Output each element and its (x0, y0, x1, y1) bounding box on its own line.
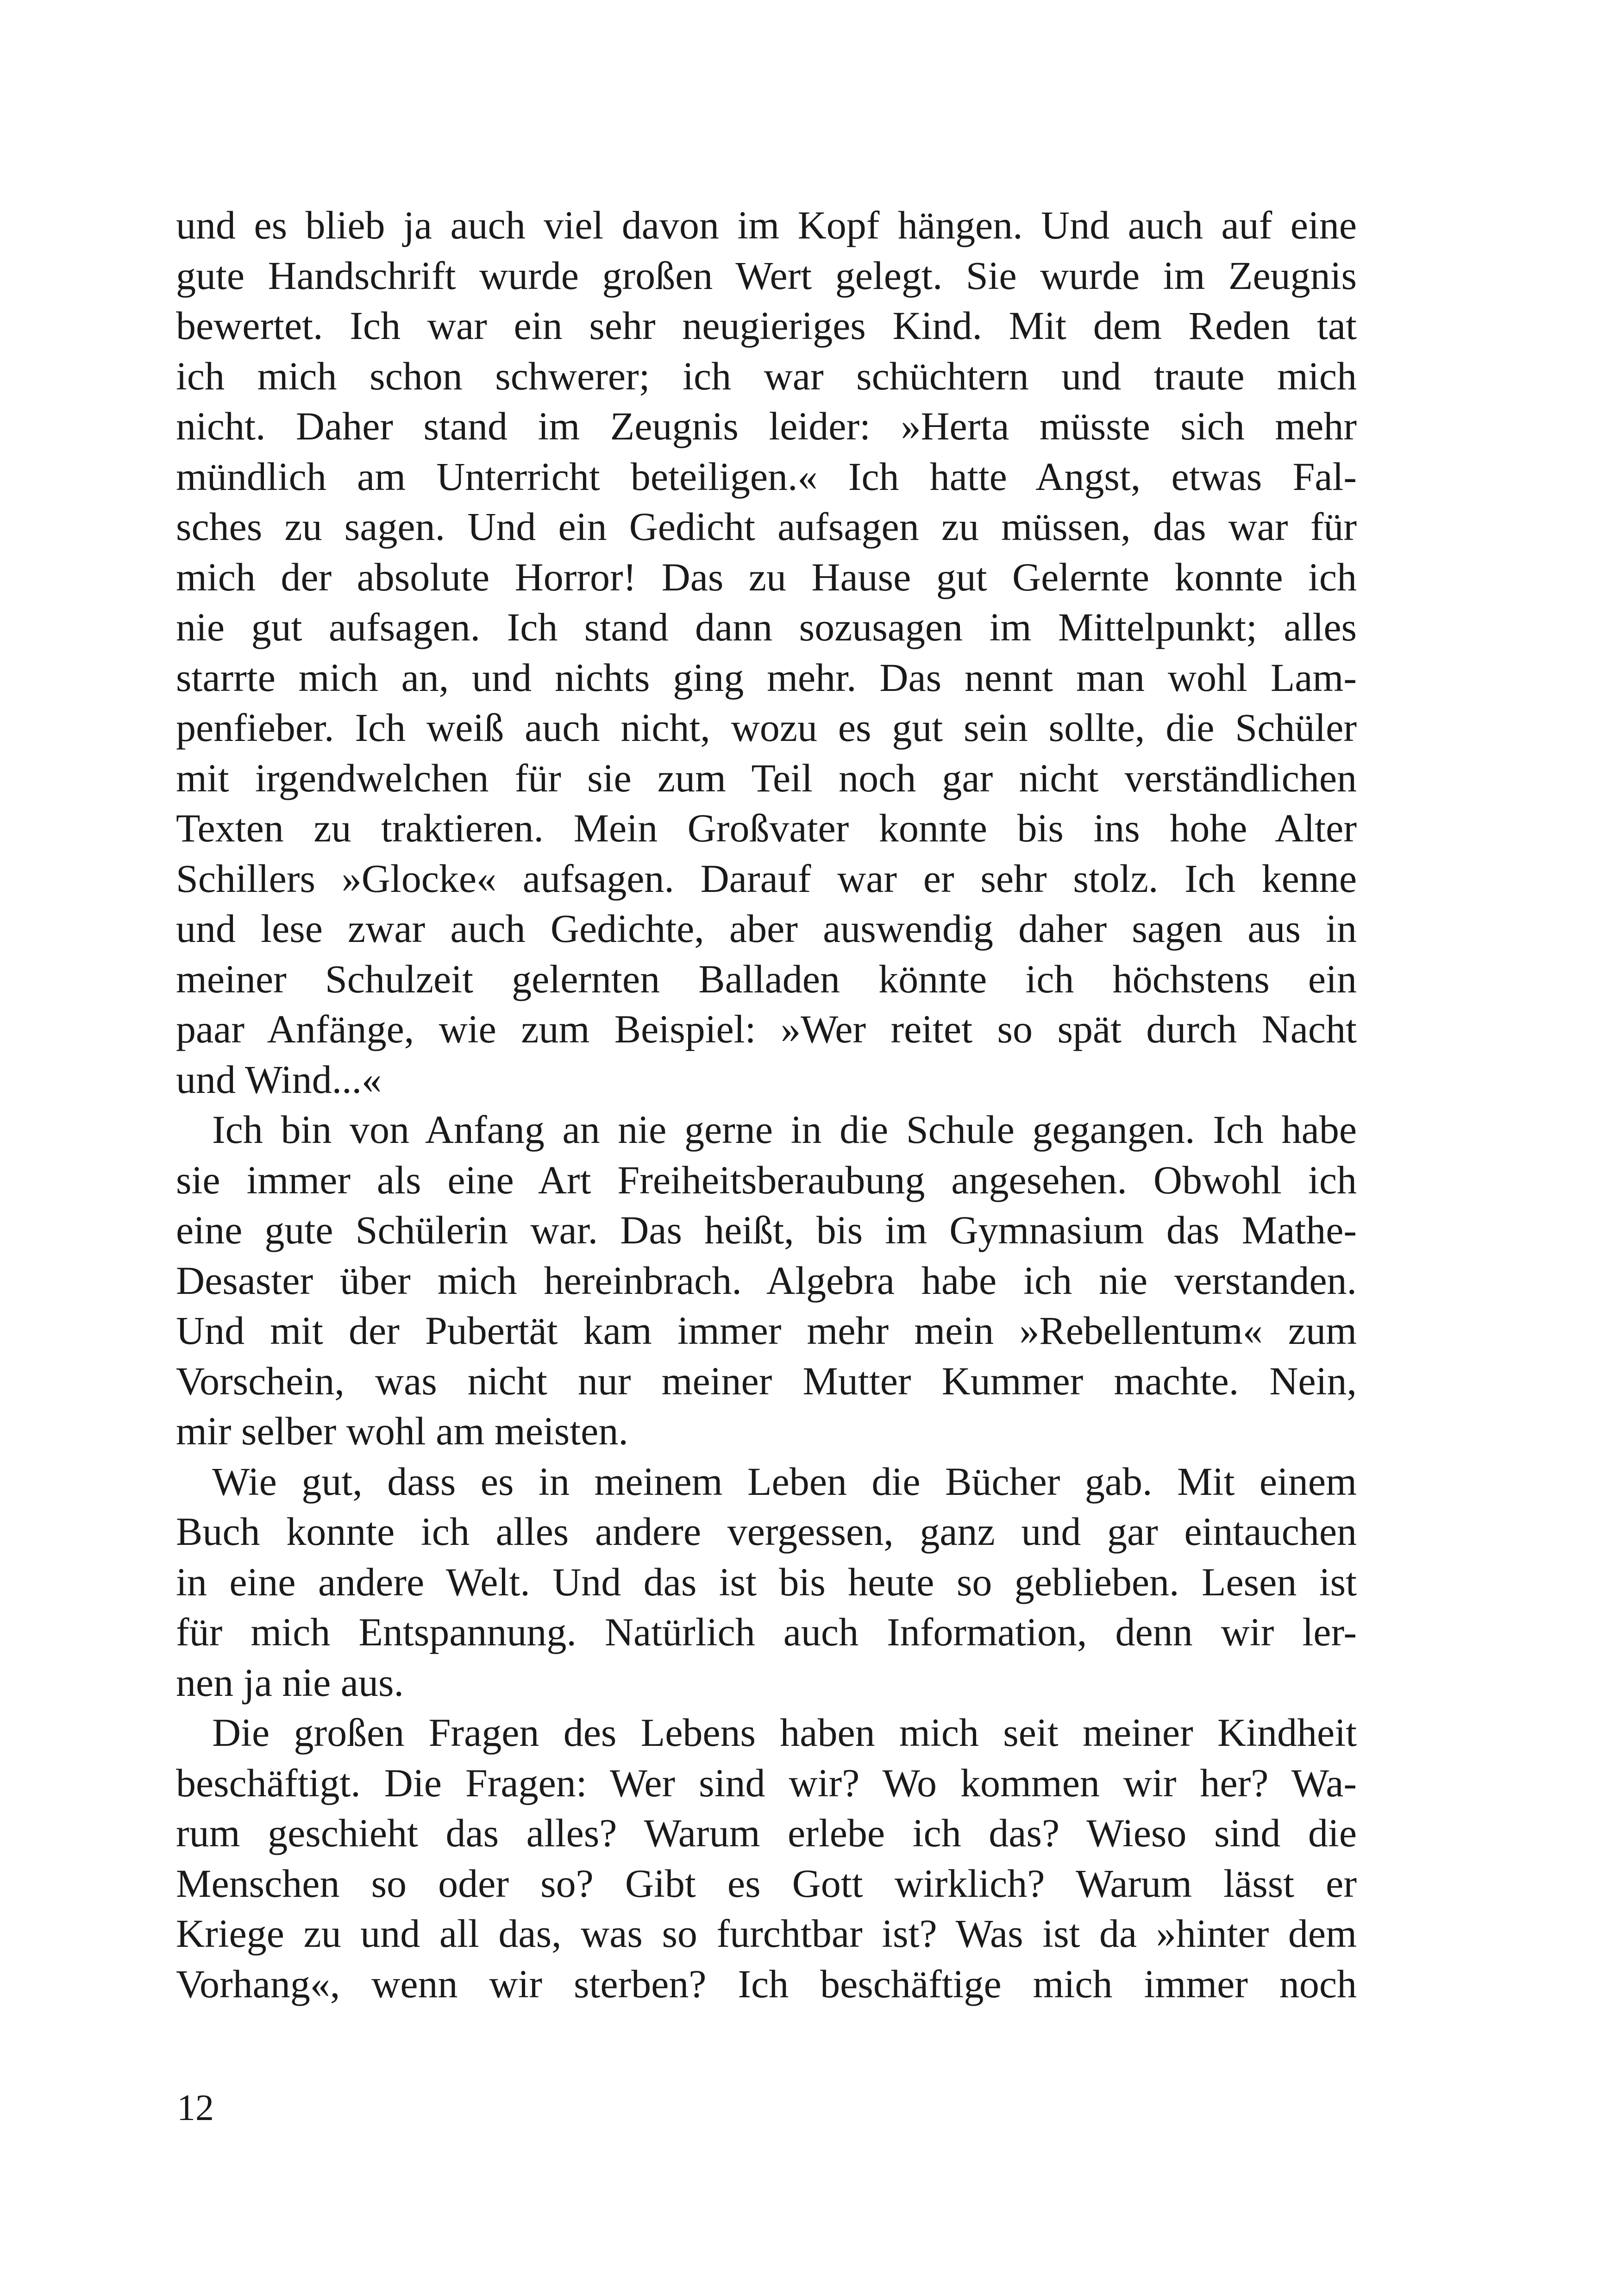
text-line: gute Handschrift wurde großen Wert gelegt. Sie wurde im Zeugnis (176, 253, 1357, 298)
text-line: Vorhang«, wenn wir sterben? Ich beschäftige mich immer noch (176, 1961, 1357, 2006)
text-line: Texten zu traktieren. Mein Großvater konnte bis ins hohe Alter (176, 806, 1357, 850)
text-line: mit irgendwelchen für sie zum Teil noch gar nicht verständlichen (176, 755, 1357, 800)
text-line: und Wind...« (176, 1057, 382, 1102)
text-line: Vorschein, was nicht nur meiner Mutter Kummer machte. Nein, (176, 1358, 1357, 1403)
paragraph (176, 1456, 1357, 1708)
text-line: mich der absolute Horror! Das zu Hause gut Gelernte konnte ich (176, 554, 1357, 599)
text-line: Ich bin von Anfang an nie gerne in die Schule gegangen. Ich habe (212, 1107, 1357, 1152)
text-line: sches zu sagen. Und ein Gedicht aufsagen zu müssen, das war für (176, 504, 1357, 549)
paragraph (176, 1707, 1357, 2009)
text-line: bewertet. Ich war ein sehr neugieriges Kind. Mit dem Reden tat (176, 303, 1357, 348)
page-number: 12 (177, 2088, 214, 2128)
text-line: meiner Schulzeit gelernten Balladen könnte ich höchstens ein (176, 956, 1357, 1001)
text-line: starrte mich an, und nichts ging mehr. Das nennt man wohl Lam- (176, 655, 1357, 700)
body-text (176, 200, 1357, 2009)
text-line: mündlich am Unterricht beteiligen.« Ich hatte Angst, etwas Fal- (176, 454, 1357, 499)
text-line: in eine andere Welt. Und das ist bis heute so geblieben. Lesen ist (176, 1559, 1357, 1604)
text-line: beschäftigt. Die Fragen: Wer sind wir? Wo kommen wir her? Wa- (176, 1760, 1357, 1805)
text-line: mir selber wohl am meisten. (176, 1409, 628, 1453)
text-line: Schillers »Glocke« aufsagen. Darauf war er sehr stolz. Ich kenne (176, 856, 1357, 901)
text-line: ich mich schon schwerer; ich war schüchtern und traute mich (176, 353, 1357, 398)
text-line: penfieber. Ich weiß auch nicht, wozu es gut sein sollte, die Schüler (176, 705, 1357, 750)
text-line: nen ja nie aus. (176, 1660, 404, 1705)
text-line: paar Anfänge, wie zum Beispiel: »Wer reitet so spät durch Nacht (176, 1007, 1357, 1051)
text-line: Menschen so oder so? Gibt es Gott wirklich? Warum lässt er (176, 1861, 1357, 1906)
text-line: sie immer als eine Art Freiheitsberaubung angesehen. Obwohl ich (176, 1157, 1357, 1202)
paragraph (176, 200, 1357, 1104)
text-line: und es blieb ja auch viel davon im Kopf hängen. Und auch auf eine (176, 203, 1357, 247)
text-line: und lese zwar auch Gedichte, aber auswendig daher sagen aus in (176, 906, 1357, 951)
text-line: Kriege zu und all das, was so furchtbar ist? Was ist da »hinter dem (176, 1911, 1357, 1956)
text-line: rum geschieht das alles? Warum erlebe ich das? Wieso sind die (176, 1811, 1357, 1855)
text-line: nicht. Daher stand im Zeugnis leider: »Herta müsste sich mehr (176, 404, 1357, 448)
text-line: eine gute Schülerin war. Das heißt, bis im Gymnasium das Mathe- (176, 1208, 1357, 1252)
paragraph (176, 1104, 1357, 1456)
text-line: Wie gut, dass es in meinem Leben die Bücher gab. Mit einem (212, 1459, 1357, 1504)
text-line: Die großen Fragen des Lebens haben mich seit meiner Kindheit (212, 1710, 1357, 1755)
text-line: Und mit der Pubertät kam immer mehr mein »Rebellentum« zum (176, 1308, 1357, 1353)
text-line: Desaster über mich hereinbrach. Algebra habe ich nie verstanden. (176, 1258, 1357, 1303)
text-line: für mich Entspannung. Natürlich auch Information, denn wir ler- (176, 1610, 1357, 1654)
text-line: nie gut aufsagen. Ich stand dann sozusagen im Mittelpunkt; alles (176, 605, 1357, 649)
text-line: Buch konnte ich alles andere vergessen, ganz und gar eintauchen (176, 1509, 1357, 1554)
